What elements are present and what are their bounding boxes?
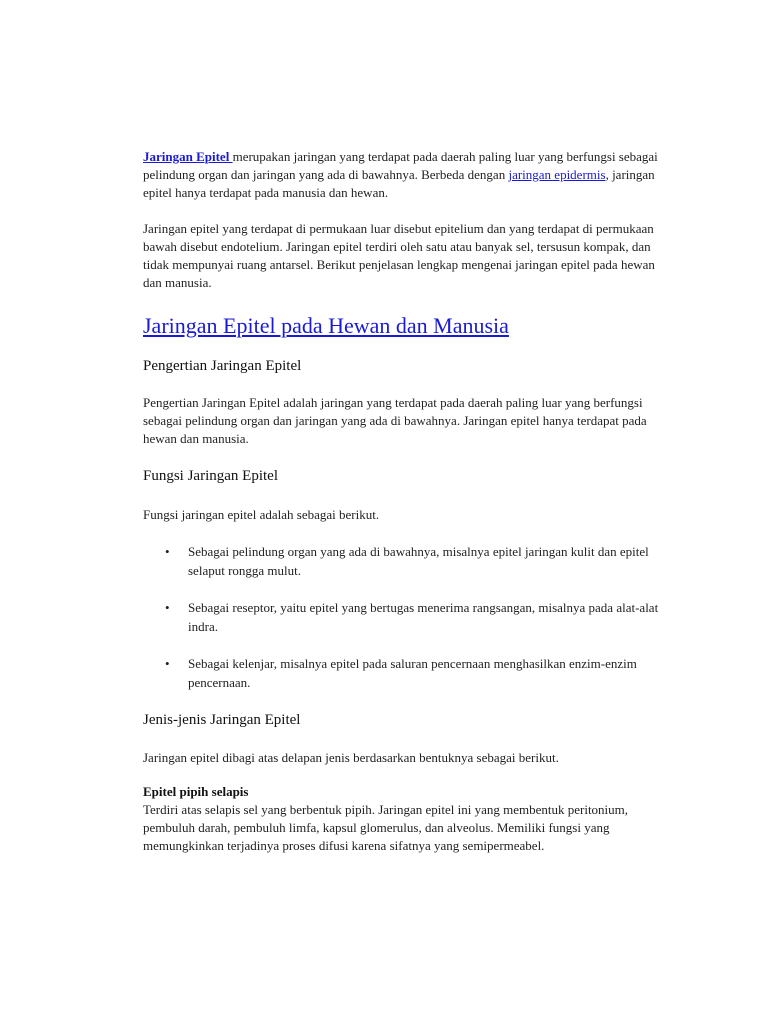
bullet-icon: • xyxy=(165,544,170,559)
list-item xyxy=(143,598,663,636)
list-item-text: Sebagai kelenjar, misalnya epitel pada saluran pencernaan menghasilkan enzim-enzim pencernaan. xyxy=(188,656,637,690)
list-item xyxy=(143,654,663,692)
fungsi-list xyxy=(143,542,663,692)
section-title-fungsi: Fungsi Jaringan Epitel xyxy=(143,468,278,484)
section-title-jenis: Jenis-jenis Jaringan Epitel xyxy=(143,712,301,728)
list-item xyxy=(143,542,663,580)
document-page xyxy=(143,138,663,855)
main-heading xyxy=(143,312,663,340)
intro-text-part-1: merupakan jaringan yang terdapat pada daerah paling luar yang berfungsi sebagai pelindung organ dan jaringan yang ada di bawahnya. Berbeda dengan xyxy=(143,149,658,182)
link-jaringan-epitel[interactable]: Jaringan Epitel xyxy=(143,149,233,164)
link-jaringan-epidermis[interactable]: jaringan epidermis xyxy=(508,167,606,182)
list-item-text: Sebagai pelindung organ yang ada di bawahnya, misalnya epitel jaringan kulit dan epitel selaput rongga mulut. xyxy=(188,544,649,578)
section-title-pengertian: Pengertian Jaringan Epitel xyxy=(143,358,302,374)
intro-paragraph-1 xyxy=(143,148,663,202)
intro-text-part-2: , jaringan epitel hanya terdapat pada manusia dan hewan. xyxy=(143,167,655,200)
section-text-jenis: Jaringan epitel dibagi atas delapan jenis berdasarkan bentuknya sebagai berikut. xyxy=(143,750,559,765)
bullet-icon: • xyxy=(165,600,170,615)
subsection-text-epitel-pipih-selapis: Terdiri atas selapis sel yang berbentuk pipih. Jaringan epitel ini yang membentuk peritonium, pembuluh darah, pembuluh limfa, kapsul glomerulus, dan alveolus. Memiliki fungsi yang memungkinkan terjadinya proses difusi karena sifatnya yang semipermeabel. xyxy=(143,802,629,853)
section-text-fungsi: Fungsi jaringan epitel adalah sebagai berikut. xyxy=(143,507,380,522)
section-text-pengertian: Pengertian Jaringan Epitel adalah jaringan yang terdapat pada daerah paling luar yang berfungsi sebagai pelindung organ dan jaringan yang ada di bawahnya. Jaringan epitel hanya terdapat pada hewan dan manusia. xyxy=(143,395,647,446)
bullet-icon: • xyxy=(165,656,170,671)
intro-paragraph-2: Jaringan epitel yang terdapat di permukaan luar disebut epitelium dan yang terdapat di permukaan bawah disebut endotelium. Jaringan epitel terdiri oleh satu atau banyak sel, tersusun kompak, dan tidak mempunyai ruang antarsel. Berikut penjelasan lengkap mengenai jaringan epitel pada hewan dan manusia. xyxy=(143,221,655,290)
main-heading-link[interactable]: Jaringan Epitel pada Hewan dan Manusia xyxy=(143,313,509,338)
list-item-text: Sebagai reseptor, yaitu epitel yang bertugas menerima rangsangan, misalnya pada alat-alat indra. xyxy=(188,600,659,634)
subsection-title-epitel-pipih-selapis: Epitel pipih selapis xyxy=(143,784,249,799)
